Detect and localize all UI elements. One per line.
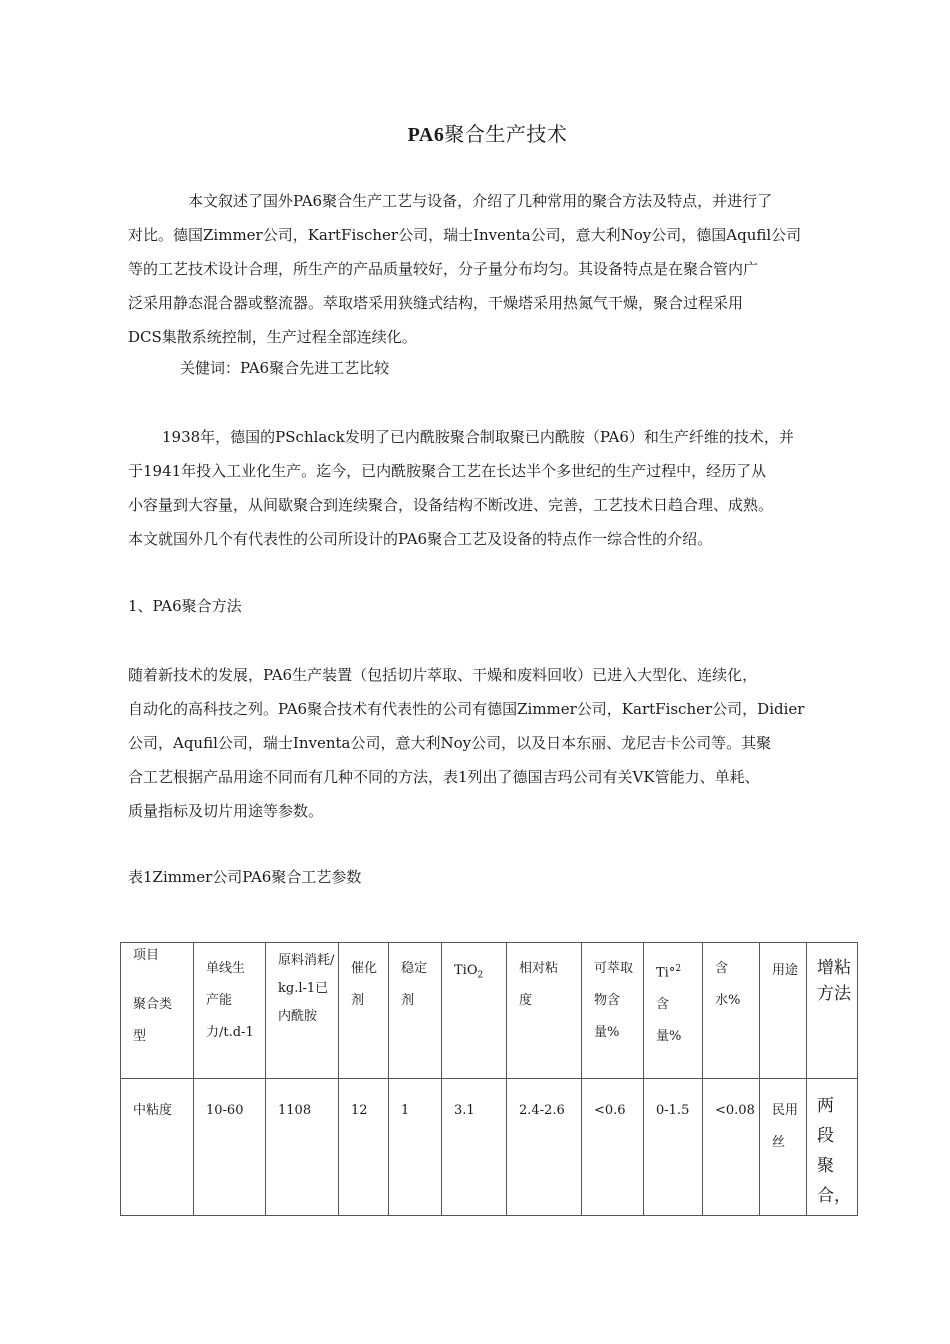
intro-line: 小容量到大容量，从间歇聚合到连续聚合，设备结构不断改进、完善，工艺技术日趋合理、成熟。 — [128, 496, 774, 514]
abstract-line: 等的工艺技术设计合理，所生产的产品质量较好，分子量分布均匀。其设备特点是在聚合管内广 — [128, 260, 759, 278]
header-capacity-text: 单线生产能力/t.d-1 — [206, 961, 254, 1040]
section-line: 合工艺根据产品用途不同而有几种不同的方法，表1列出了德国吉玛公司有关VK管能力、单耗、 — [128, 768, 760, 786]
header-type-top: 项目 — [133, 948, 160, 963]
header-tio2-text — [454, 943, 502, 992]
header-extractable — [582, 943, 644, 1079]
cell-catalyst: 12 — [339, 1079, 389, 1216]
cell-capacity: 10-60 — [194, 1079, 266, 1216]
cell-usage — [760, 1079, 807, 1216]
intro-line: 1938年，德国的PSchlack发明了已内酰胺聚合制取聚已内酰胺（PA6）和生产纤维的技术，并 — [162, 428, 794, 446]
header-ti2 — [644, 943, 703, 1079]
table-header-row — [121, 943, 858, 1079]
table-row — [121, 1079, 858, 1216]
header-type — [121, 943, 194, 1079]
tio2-sub: 2 — [477, 970, 484, 981]
title-rest: 聚合生产技术 — [444, 122, 568, 146]
abstract-line: 本文叙述了国外PA6聚合生产工艺与设备，介绍了几种常用的聚合方法及特点，并进行了 — [188, 192, 773, 210]
header-method — [807, 943, 858, 1079]
ti2-sup: 2 — [675, 964, 682, 974]
intro-line: 于1941年投入工业化生产。迄今，已内酰胺聚合工艺在长达半个多世纪的生产过程中，经历了从 — [128, 462, 767, 480]
header-type-bottom: 聚合类型 — [133, 997, 173, 1044]
title-bold: PA6 — [407, 124, 445, 146]
cell-stabilizer: 1 — [389, 1079, 442, 1216]
cell-extractable: <0.6 — [582, 1079, 644, 1216]
cell-water: <0.08 — [703, 1079, 760, 1216]
header-stabilizer-text: 稳定剂 — [401, 961, 428, 1008]
header-viscosity — [507, 943, 582, 1079]
header-catalyst — [339, 943, 389, 1079]
abstract-line: 泛采用静态混合器或整流器。萃取塔采用狭缝式结构，干燥塔采用热氮气干燥，聚合过程采用 — [128, 294, 744, 312]
section-heading: 1、PA6聚合方法 — [128, 597, 242, 615]
header-consumption-text: 原料消耗/kg.l-1已内酰胺 — [278, 953, 335, 1024]
ti2-a: Ti° — [656, 965, 676, 981]
abstract-line: 对比。德国Zimmer公司，KartFischer公司，瑞士Inventa公司，意大利Noy公司，德国Aqufil公司 — [128, 226, 802, 244]
section-body — [128, 658, 868, 828]
intro — [128, 420, 868, 556]
cell-viscosity: 2.4-2.6 — [507, 1079, 582, 1216]
cell-ti2: 0-1.5 — [644, 1079, 703, 1216]
keywords: 关健词：PA6聚合先进工艺比较 — [180, 359, 390, 377]
section-line: 随着新技术的发展，PA6生产装置（包括切片萃取、干燥和废料回收）已进入大型化、连续化， — [128, 666, 758, 684]
document-title — [0, 118, 950, 147]
header-capacity — [194, 943, 266, 1079]
intro-line: 本文就国外几个有代表性的公司所设计的PA6聚合工艺及设备的特点作一综合性的介绍。 — [128, 530, 713, 548]
section-line: 公司，Aqufil公司，瑞士Inventa公司，意大利Noy公司，以及日本东丽、龙尼吉卡公司等。其聚 — [128, 734, 772, 752]
abstract — [128, 184, 868, 354]
cell-consumption: 1108 — [266, 1079, 339, 1216]
header-water — [703, 943, 760, 1079]
header-usage-text: 用途 — [772, 963, 799, 978]
header-water-text: 含水% — [715, 961, 741, 1008]
cell-method — [807, 1079, 858, 1216]
header-stabilizer — [389, 943, 442, 1079]
header-method-text: 增粘方法 — [817, 958, 851, 1004]
table-caption: 表1Zimmer公司PA6聚合工艺参数 — [128, 868, 362, 886]
header-tio2 — [442, 943, 507, 1079]
header-catalyst-text: 催化剂 — [351, 961, 378, 1008]
header-usage — [760, 943, 807, 1079]
header-viscosity-text: 相对粘度 — [519, 961, 559, 1008]
cell-usage-text: 民用丝 — [772, 1103, 799, 1150]
cell-tio2: 3.1 — [442, 1079, 507, 1216]
header-ti2-text — [656, 943, 686, 1053]
header-extractable-text: 可萃取物含量% — [594, 961, 634, 1040]
cell-method-text: 两段聚合， — [817, 1096, 851, 1206]
cell-type: 中粘度 — [121, 1079, 194, 1216]
tio2-main: TiO — [454, 963, 478, 978]
header-consumption — [266, 943, 339, 1079]
parameters-table — [120, 942, 858, 1216]
section-line: 自动化的高科技之列。PA6聚合技术有代表性的公司有德国Zimmer公司，KartFischer公司，Didier — [128, 700, 805, 718]
ti2-b: 含量% — [656, 997, 682, 1045]
section-line: 质量指标及切片用途等参数。 — [128, 802, 324, 820]
abstract-line: DCS集散系统控制，生产过程全部连续化。 — [128, 328, 417, 346]
